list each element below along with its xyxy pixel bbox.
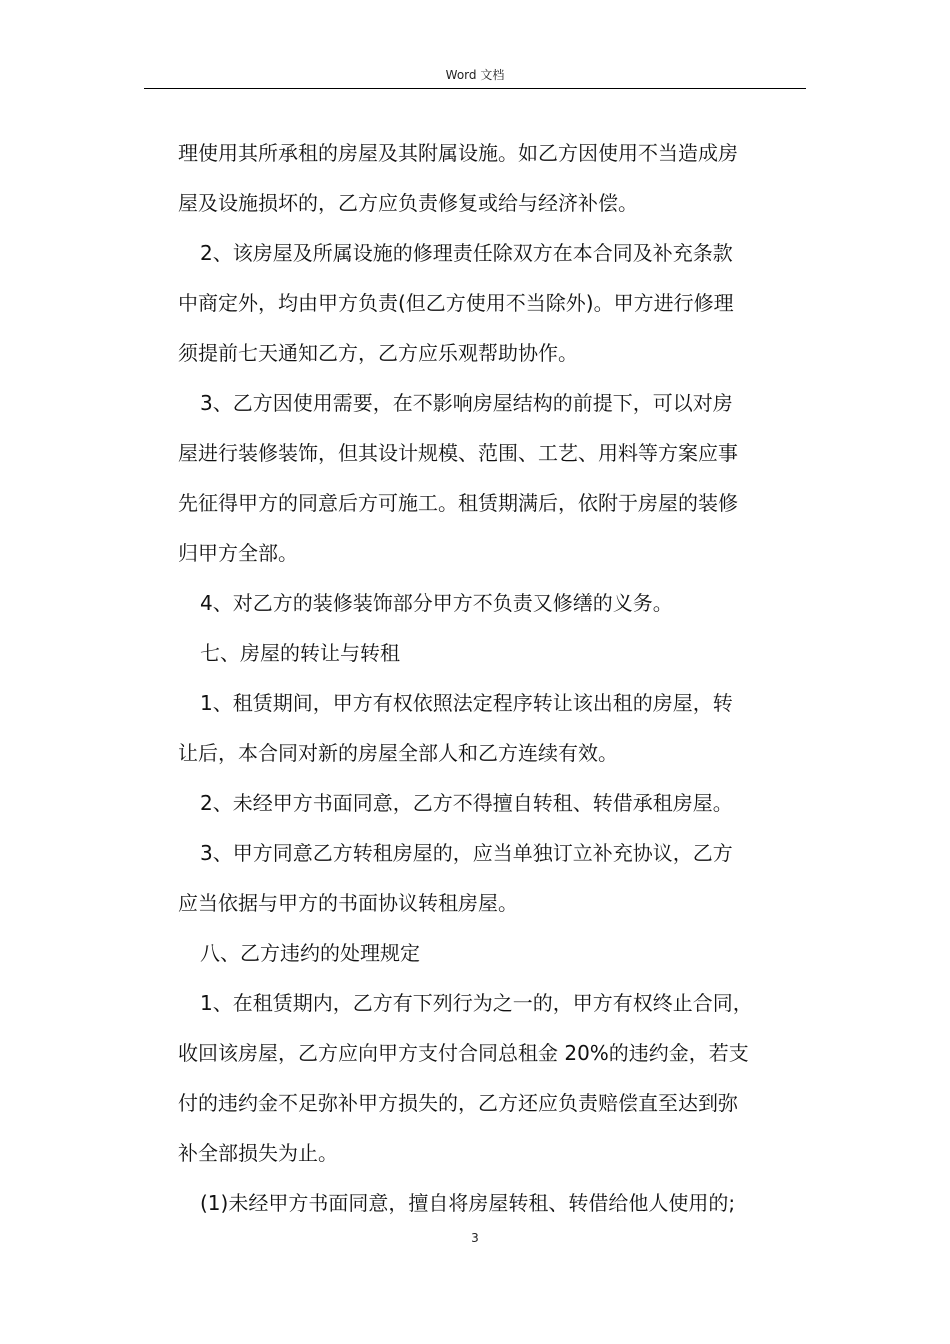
text-line: 4、对乙方的装修装饰部分甲方不负责又修缮的义务。 (200, 591, 673, 615)
text-line: 3、乙方因使用需要，在不影响房屋结构的前提下，可以对房 (200, 391, 733, 415)
text-line: (1)未经甲方书面同意，擅自将房屋转租、转借给他人使用的; (200, 1191, 736, 1215)
text-line: 让后，本合同对新的房屋全部人和乙方连续有效。 (178, 741, 618, 765)
text-line: 须提前七天通知乙方，乙方应乐观帮助协作。 (178, 341, 578, 365)
text-line: 收回该房屋，乙方应向甲方支付合同总租金 20%的违约金，若支 (178, 1041, 749, 1065)
page-header (144, 64, 806, 89)
text-line: 归甲方全部。 (178, 541, 298, 565)
text-line: 2、该房屋及所属设施的修理责任除双方在本合同及补充条款 (200, 241, 733, 265)
text-line: 补全部损失为止。 (178, 1141, 338, 1165)
text-line: 3、甲方同意乙方转租房屋的，应当单独订立补充协议，乙方 (200, 841, 733, 865)
text-line: 2、未经甲方书面同意，乙方不得擅自转租、转借承租房屋。 (200, 791, 733, 815)
text-line: 八、乙方违约的处理规定 (200, 941, 420, 965)
header-title: Word 文档 (445, 68, 505, 82)
text-line: 七、房屋的转让与转租 (200, 641, 400, 665)
text-line: 应当依据与甲方的书面协议转租房屋。 (178, 891, 518, 915)
text-line: 1、在租赁期内，乙方有下列行为之一的，甲方有权终止合同， (200, 991, 753, 1015)
text-line: 理使用其所承租的房屋及其附属设施。如乙方因使用不当造成房 (178, 141, 738, 165)
page-number: 3 (471, 1231, 479, 1245)
text-line: 屋及设施损坏的，乙方应负责修复或给与经济补偿。 (178, 191, 638, 215)
document-body (178, 128, 810, 1228)
text-line: 屋进行装修装饰，但其设计规模、范围、工艺、用料等方案应事 (178, 441, 738, 465)
text-line: 中商定外，均由甲方负责(但乙方使用不当除外)。甲方进行修理 (178, 291, 734, 315)
text-line: 1、租赁期间，甲方有权依照法定程序转让该出租的房屋，转 (200, 691, 733, 715)
text-line: 先征得甲方的同意后方可施工。租赁期满后，依附于房屋的装修 (178, 491, 738, 515)
text-line: 付的违约金不足弥补甲方损失的，乙方还应负责赔偿直至达到弥 (178, 1091, 738, 1115)
